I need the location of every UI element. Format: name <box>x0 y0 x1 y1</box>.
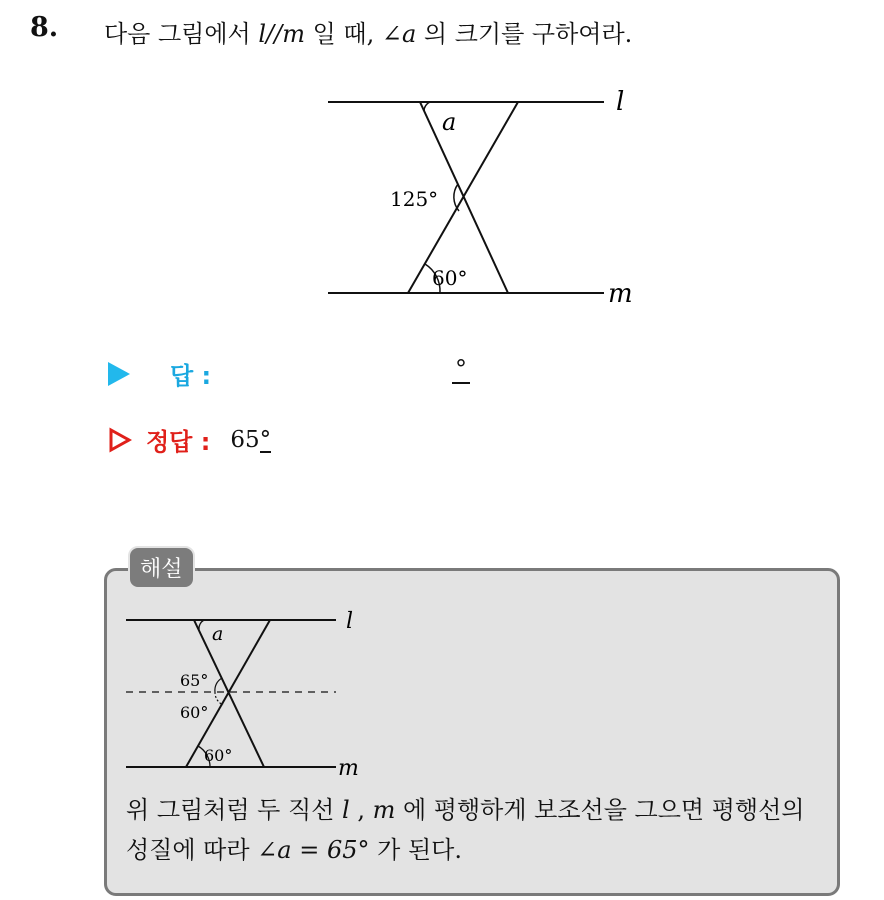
explanation-text <box>126 790 830 870</box>
exp-line1-a: 위 그림처럼 두 직선 <box>126 796 342 824</box>
explanation-line-1 <box>126 790 830 830</box>
exp-label-angle-65: 65° <box>180 671 209 690</box>
correct-number: 65 <box>230 426 260 453</box>
exp-label-angle-bottom: 60° <box>204 746 233 765</box>
question-figure <box>320 80 650 310</box>
question-text-before: 다음 그림에서 <box>104 20 259 48</box>
correct-unit: ° <box>259 426 272 453</box>
exp-angle-65-arc <box>215 678 222 692</box>
exp-line1-l: l <box>342 796 350 824</box>
label-m: m <box>608 279 633 309</box>
angle-a-arc <box>424 102 430 111</box>
correct-value <box>230 427 271 453</box>
exp-label-angle-a: a <box>212 623 224 645</box>
label-angle-a: a <box>442 108 457 136</box>
correct-label: 정답 : <box>146 428 211 456</box>
exp-line1-comma: , <box>349 796 373 824</box>
question-text-after: 의 크기를 구하여라. <box>416 20 633 48</box>
exp-label-l: l <box>346 609 354 634</box>
label-angle-60: 60° <box>432 266 468 290</box>
exp-transversal-2 <box>186 620 270 767</box>
explanation-tag: 해설 <box>128 546 195 589</box>
play-outline-icon <box>108 427 132 453</box>
explanation-line-2 <box>126 830 830 870</box>
label-l: l <box>616 87 625 117</box>
angle-expression: ∠a <box>381 20 417 48</box>
exp-line2-expr: ∠a = 65° <box>257 836 370 864</box>
explanation-figure <box>120 604 370 784</box>
answer-label: 답 : <box>170 362 212 390</box>
label-angle-125: 125° <box>390 187 439 211</box>
answer-input[interactable]: ° <box>452 356 470 384</box>
exp-label-m: m <box>338 756 359 781</box>
answer-row <box>108 356 211 391</box>
exp-label-angle-60: 60° <box>180 703 209 722</box>
question-text-middle: 일 때, <box>304 20 382 48</box>
parallel-expression: l//m <box>258 20 305 48</box>
exp-line2-b: 가 된다. <box>369 836 462 864</box>
play-solid-icon <box>108 362 130 386</box>
exp-line2-a: 성질에 따라 <box>126 836 258 864</box>
question-number: 8. <box>30 12 59 43</box>
exp-line1-b: 에 평행하게 보조선을 그으면 평행선의 <box>395 796 805 824</box>
exp-line1-m: m <box>372 796 396 824</box>
exp-angle-a-arc <box>199 620 204 630</box>
correct-answer-row <box>108 422 271 457</box>
question-text <box>104 14 632 49</box>
